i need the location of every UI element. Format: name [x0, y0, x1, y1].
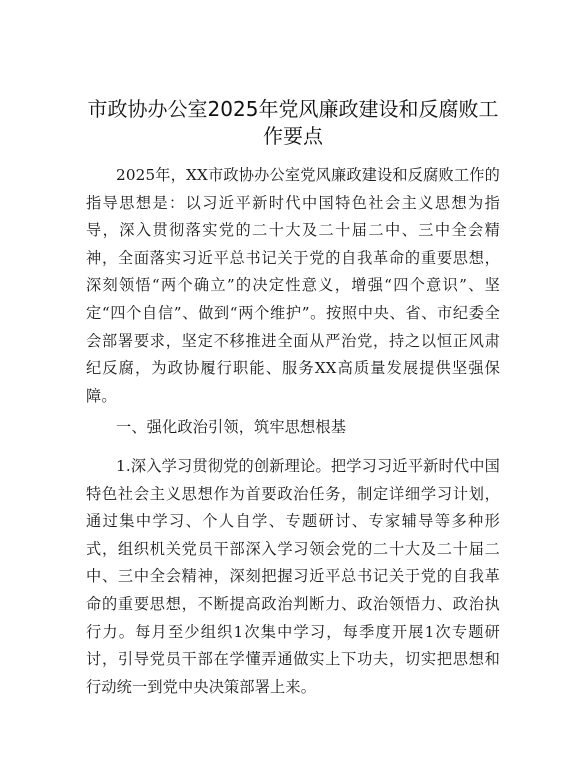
document-title: 市政协办公室2025年党风廉政建设和反腐败工作要点: [87, 97, 499, 148]
document-page: [86, 96, 500, 701]
guiding-ideology-paragraph: 2025年，XX市政协办公室党风廉政建设和反腐败工作的指导思想是：以习近平新时代中国特色社会主义思想为指导，深入贯彻落实党的二十大及二十届二中、三中全会精神，全面落实习近平总书记关于党的自我革命的重要思想，深刻领悟“两个确立”的决定性意义，增强“四个意识”、坚定“四个自信”、做到“两个维护”。按照中央、省、市纪委全会部署要求，坚定不移推进全面从严治党，持之以恒正风肃纪反腐，为政协履行职能、服务XX高质量发展提供坚强保障。: [86, 166, 500, 405]
section-heading: 一、强化政治引领，筑牢思想根基: [116, 418, 347, 437]
item-1-paragraph: 1.深入学习贯彻党的创新理论。把学习习近平新时代中国特色社会主义思想作为首要政治任务，制定详细学习计划，通过集中学习、个人自学、专题研讨、专家辅导等多种形式，组织机关党员干部深入学习领会党的二十大及二十届二中、三中全会精神，深刻把握习近平总书记关于党的自我革命的重要思想，不断提高政治判断力、政治领悟力、政治执行力。每月至少组织1次集中学习，每季度开展1次专题研讨，引导党员干部在学懂弄通做实上下功夫，切实把思想和行动统一到党中央决策部署上来。: [86, 456, 500, 696]
